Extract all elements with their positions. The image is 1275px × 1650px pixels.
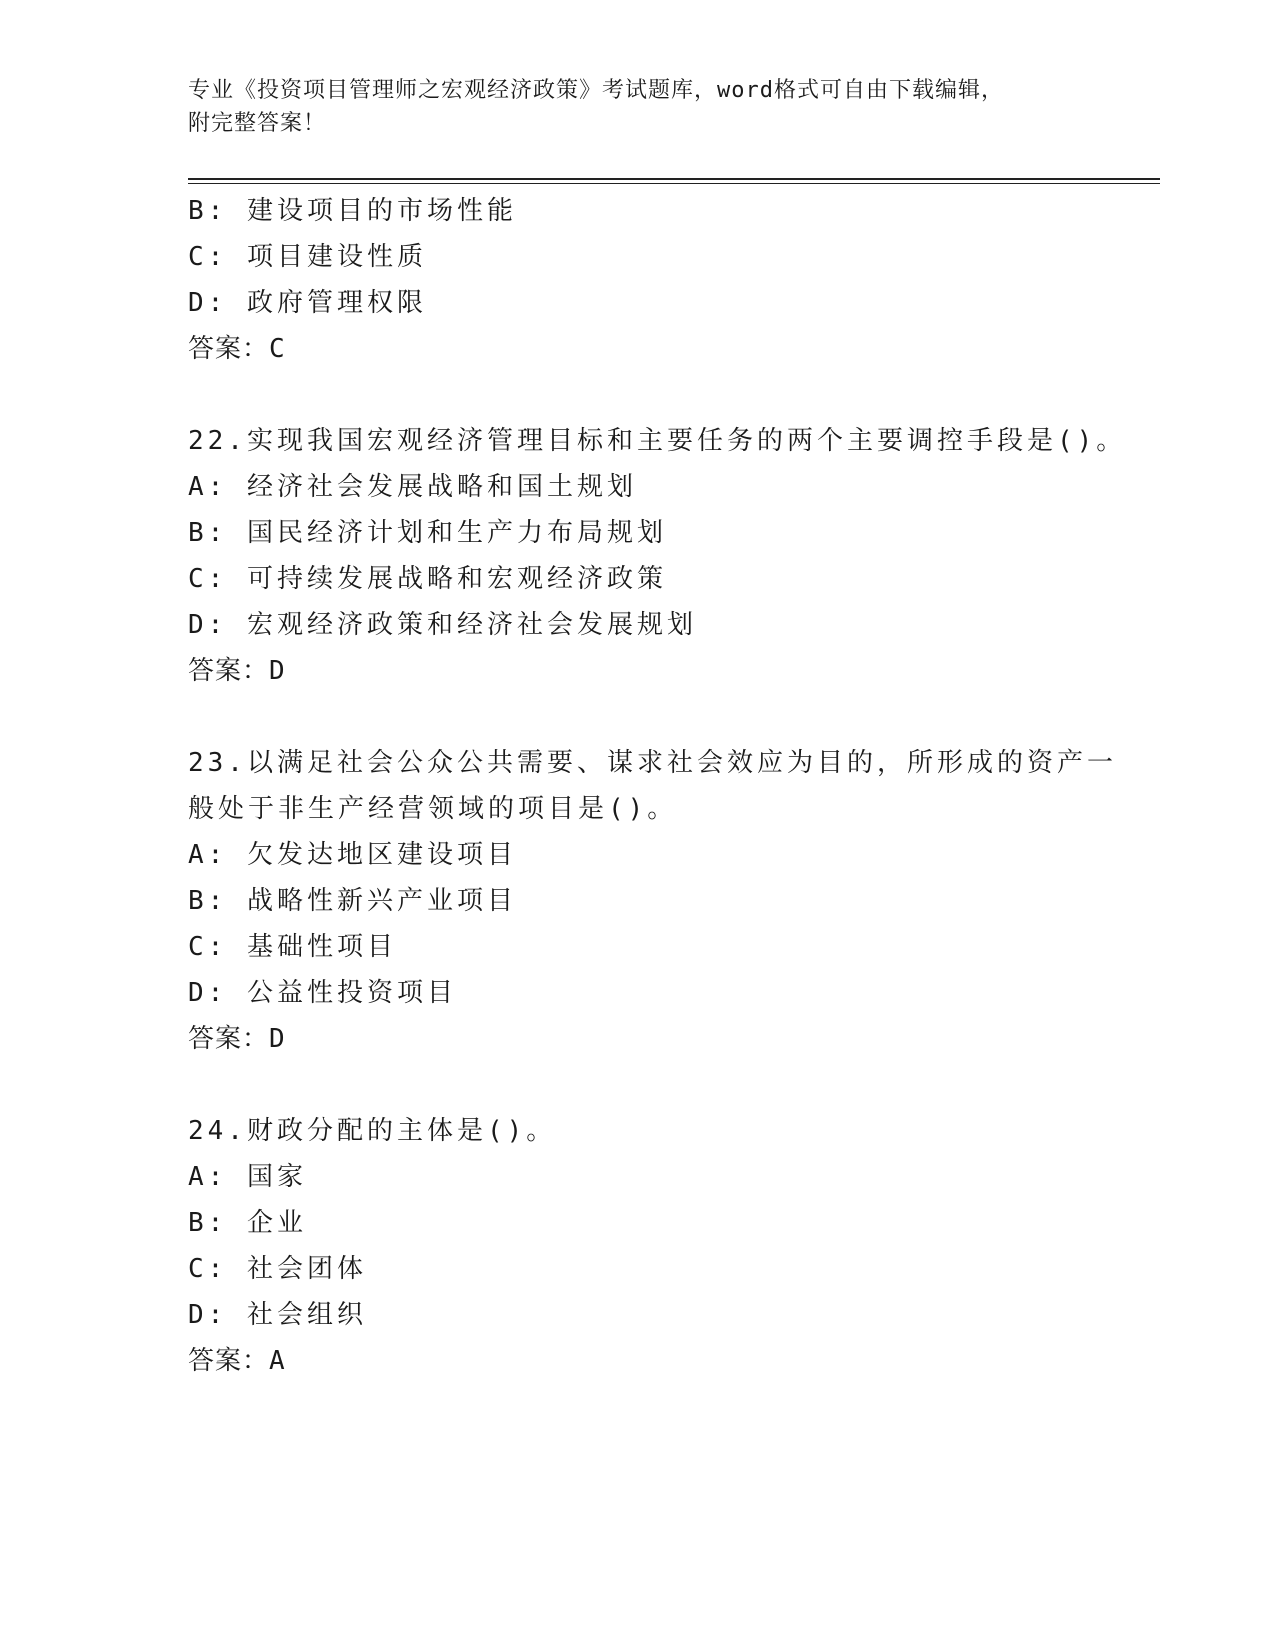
spacer — [188, 1062, 1088, 1108]
header-line-1: 专业《投资项目管理师之宏观经济政策》考试题库，word格式可自由下载编辑， — [188, 78, 1004, 103]
question-stem-line-1: 23.以满足社会公众公共需要、谋求社会效应为目的，所形成的资产一 — [188, 748, 1117, 778]
header-divider-thick — [188, 178, 1160, 180]
prev-question-block — [188, 188, 1088, 372]
header-line-2: 附完整答案！ — [188, 111, 327, 136]
option-a: A: 国家 — [188, 1162, 307, 1192]
option-c: C: 社会团体 — [188, 1254, 367, 1284]
answer-line — [188, 326, 1088, 372]
option-b: B: 战略性新兴产业项目 — [188, 886, 517, 916]
answer-label: 答案： — [188, 656, 270, 686]
option-d: D: 宏观经济政策和经济社会发展规划 — [188, 610, 697, 640]
option-b: B: 建设项目的市场性能 — [188, 196, 517, 226]
answer-value: A — [269, 1346, 286, 1376]
option-b: B: 国民经济计划和生产力布局规划 — [188, 518, 667, 548]
option-c: C: 基础性项目 — [188, 932, 397, 962]
document-header — [188, 74, 1088, 140]
answer-label: 答案： — [188, 334, 270, 364]
answer-value: C — [269, 334, 286, 364]
answer-line — [188, 1016, 1088, 1062]
option-d: D: 政府管理权限 — [188, 288, 427, 318]
answer-line — [188, 648, 1088, 694]
option-b: B: 企业 — [188, 1208, 307, 1238]
question-23 — [188, 740, 1117, 1062]
option-c: C: 可持续发展战略和宏观经济政策 — [188, 564, 667, 594]
question-24 — [188, 1108, 1088, 1384]
option-d: D: 公益性投资项目 — [188, 978, 457, 1008]
question-22 — [188, 418, 1127, 694]
question-content — [188, 188, 1127, 1384]
answer-label: 答案： — [188, 1024, 270, 1054]
answer-label: 答案： — [188, 1346, 270, 1376]
answer-line — [188, 1338, 1088, 1384]
question-stem: 24.财政分配的主体是()。 — [188, 1116, 557, 1146]
option-a: A: 经济社会发展战略和国土规划 — [188, 472, 637, 502]
option-a: A: 欠发达地区建设项目 — [188, 840, 517, 870]
question-stem: 22.实现我国宏观经济管理目标和主要任务的两个主要调控手段是()。 — [188, 426, 1127, 456]
answer-value: D — [269, 1024, 286, 1054]
spacer — [188, 372, 1088, 418]
option-d: D: 社会组织 — [188, 1300, 367, 1330]
header-divider-thin — [188, 183, 1160, 184]
question-stem-line-2: 般处于非生产经营领域的项目是()。 — [188, 794, 678, 824]
answer-value: D — [269, 656, 286, 686]
option-c: C: 项目建设性质 — [188, 242, 427, 272]
spacer — [188, 694, 1088, 740]
